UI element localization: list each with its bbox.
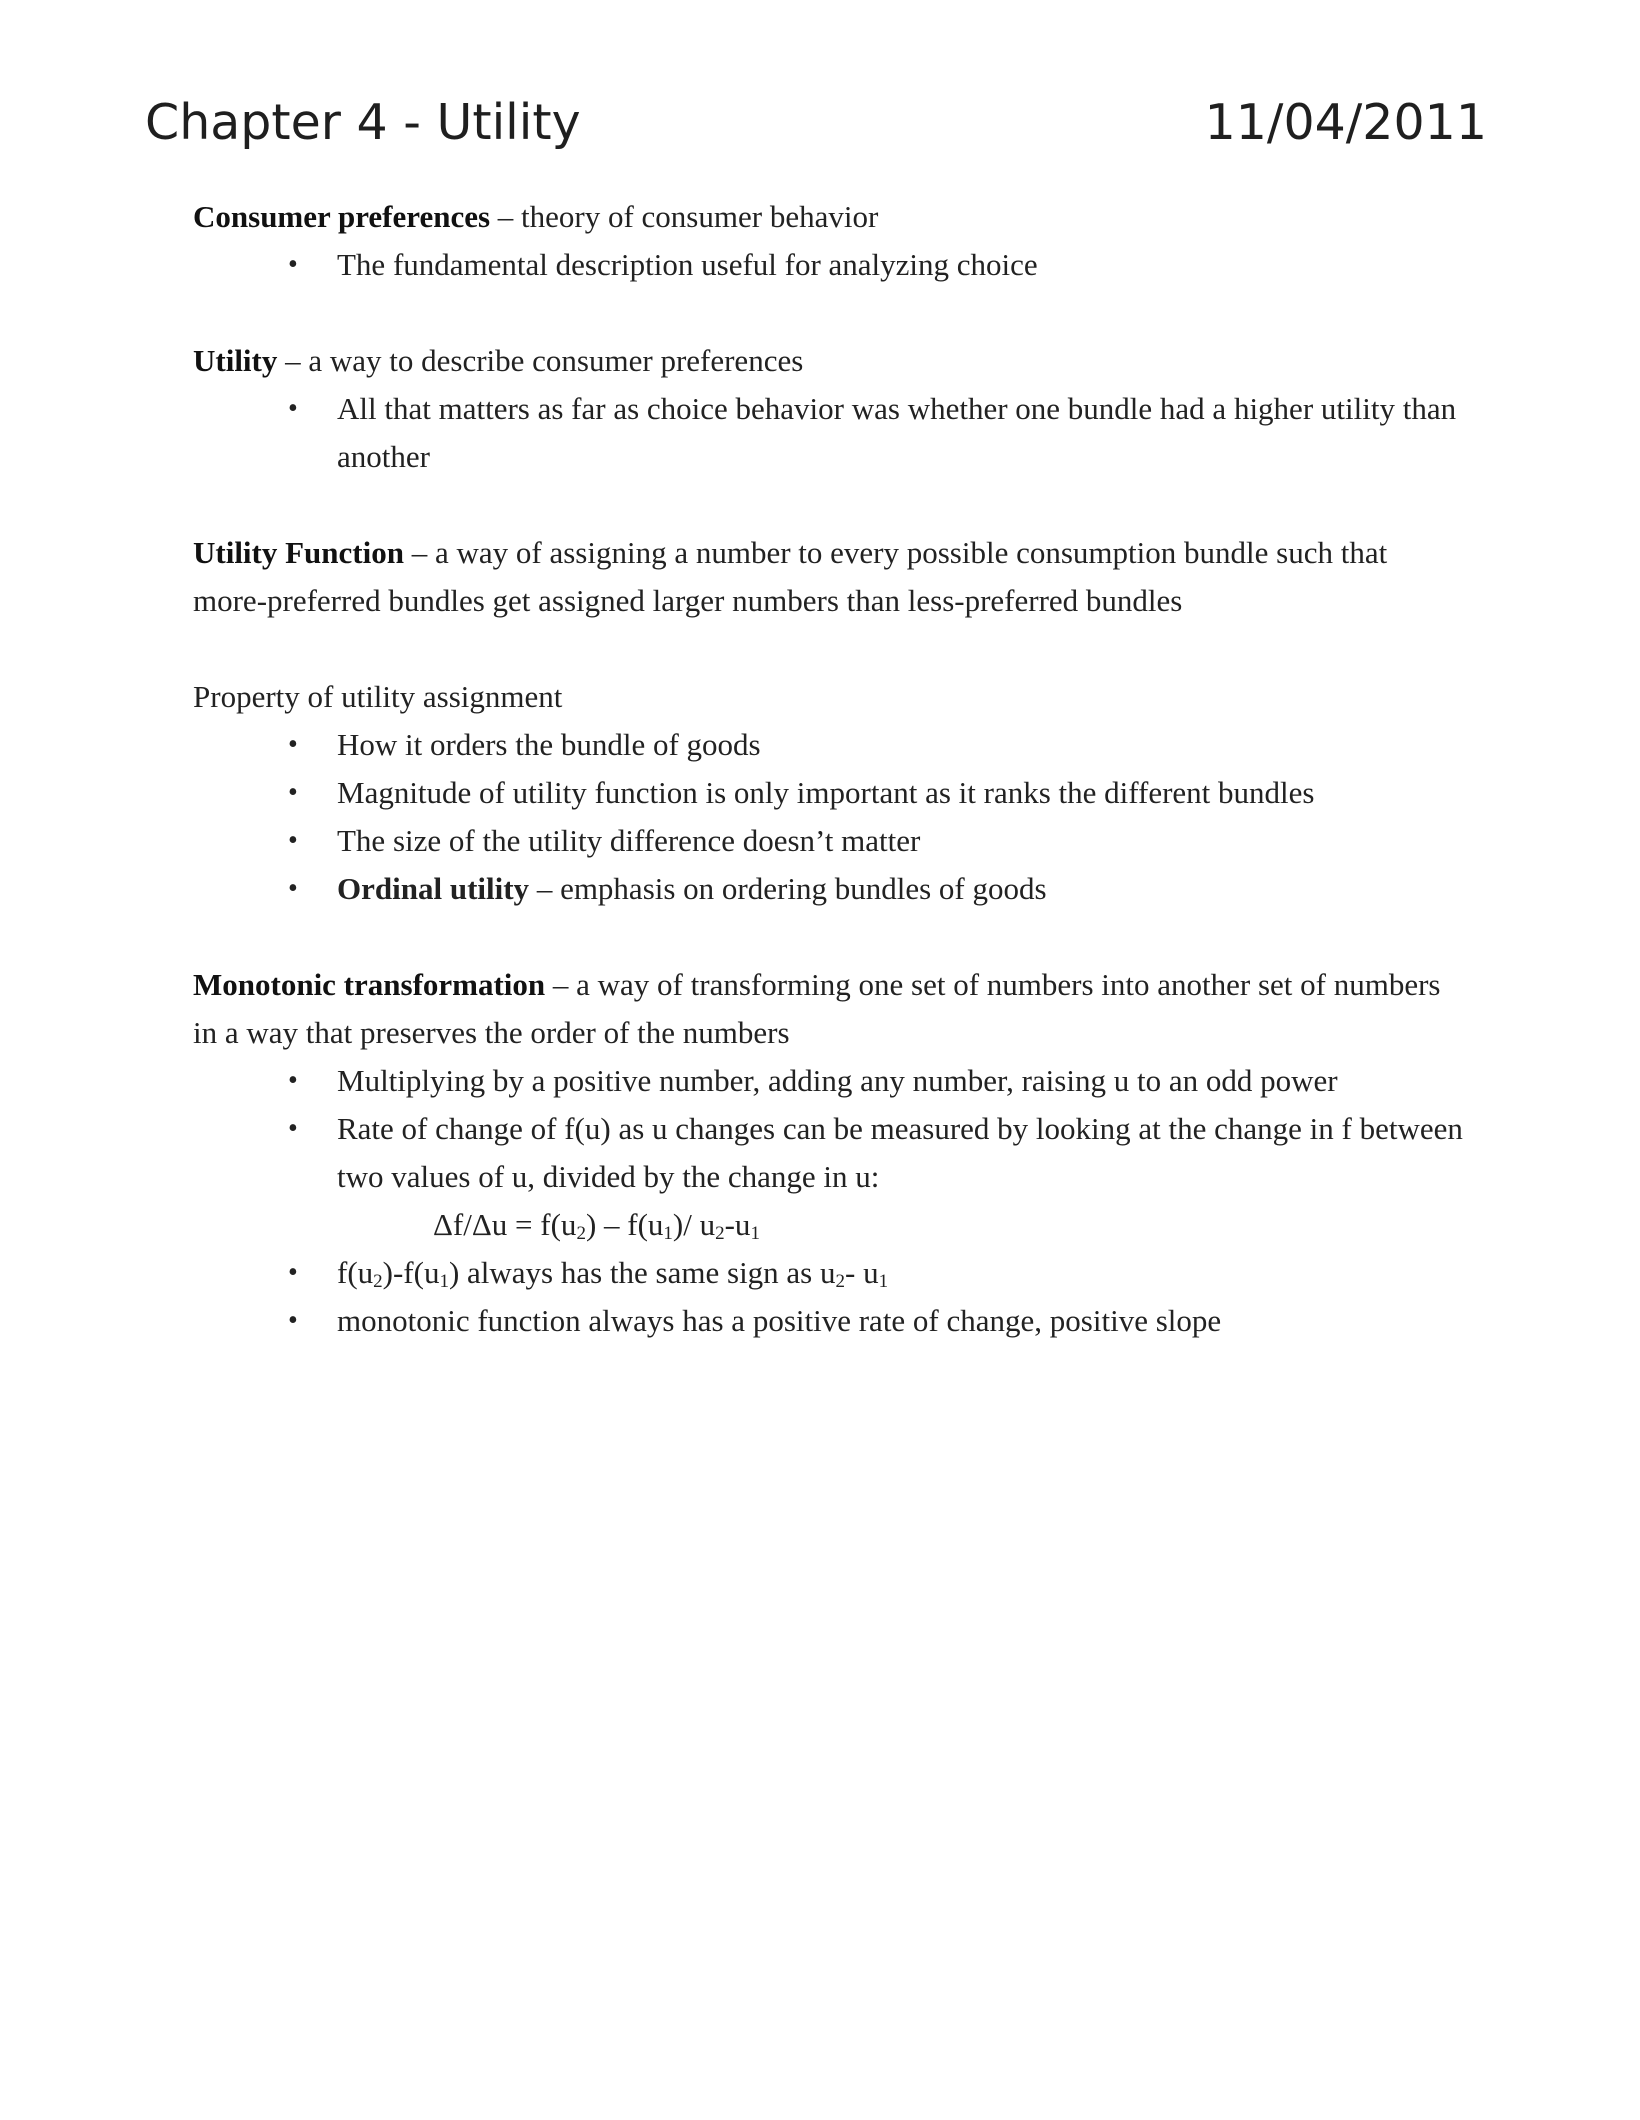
bullet-dot: • <box>288 1065 298 1096</box>
definition-text: – a way to describe consumer preferences <box>277 343 804 378</box>
subscript: 2 <box>835 1271 845 1292</box>
subscript: 1 <box>439 1271 449 1292</box>
bullet-text: All that matters as far as choice behavior was whether one bundle had a higher utility than another <box>337 391 1457 474</box>
bullet-dot: • <box>288 1113 298 1144</box>
utility-bullets <box>193 385 1463 481</box>
utility-definition <box>193 337 1463 385</box>
monotonic-bullets <box>193 1057 1463 1345</box>
bullet-dot: • <box>288 393 298 424</box>
list-item <box>193 1249 1463 1297</box>
term-ordinal-utility: Ordinal utility <box>337 871 530 906</box>
monotonic-definition <box>193 961 1463 1057</box>
consumer-preferences-definition <box>193 193 1463 241</box>
bullet-text: Magnitude of utility function is only important as it ranks the different bundles <box>337 775 1315 810</box>
bullet-text: f(u <box>337 1255 374 1290</box>
formula-part: ) – f(u <box>585 1207 664 1242</box>
bullet-dot: • <box>288 1257 298 1288</box>
list-item <box>193 721 1463 769</box>
bullet-dot: • <box>288 729 298 760</box>
bullet-text: The fundamental description useful for analyzing choice <box>337 247 1038 282</box>
consumer-preferences-bullets <box>193 241 1463 289</box>
formula-part: -u <box>724 1207 751 1242</box>
bullet-text: Rate of change of f(u) as u changes can be measured by looking at the change in f between two values of u, divided by the change in u: <box>337 1111 1463 1194</box>
subscript: 2 <box>576 1223 586 1244</box>
list-item <box>193 817 1463 865</box>
definition-text: – a way of assigning a number to every possible consumption bundle such that more-preferred bundles get assigned larger numbers than less-preferred bundles <box>193 535 1388 618</box>
page-header <box>145 92 1487 162</box>
formula-part: )/ u <box>672 1207 716 1242</box>
subscript: 1 <box>663 1223 673 1244</box>
property-heading: Property of utility assignment <box>193 679 563 714</box>
bullet-text: monotonic function always has a positive rate of change, positive slope <box>337 1303 1222 1338</box>
list-item <box>193 1105 1463 1249</box>
bullet-dot: • <box>288 825 298 856</box>
formula-part: Δf/Δu = f(u <box>433 1207 577 1242</box>
term-monotonic-transformation: Monotonic transformation <box>193 967 546 1002</box>
bullet-text: )-f(u <box>382 1255 440 1290</box>
term-consumer-preferences: Consumer preferences <box>193 199 491 234</box>
bullet-text: - u <box>845 1255 879 1290</box>
bullet-text: The size of the utility difference doesn’t matter <box>337 823 921 858</box>
list-item <box>193 1057 1463 1105</box>
list-item <box>193 1297 1463 1345</box>
term-utility-function: Utility Function <box>193 535 404 570</box>
bullet-dot: • <box>288 873 298 904</box>
list-item <box>193 385 1463 481</box>
page-title: Chapter 4 - Utility <box>145 94 581 151</box>
rate-of-change-formula <box>193 1201 1463 1249</box>
subscript: 1 <box>878 1271 889 1292</box>
subscript: 2 <box>715 1223 725 1244</box>
notes-body <box>193 193 1463 1345</box>
definition-text: – a way of transforming one set of numbers into another set of numbers in a way that preserves the order of the numbers <box>193 967 1441 1050</box>
utility-function-definition <box>193 529 1463 625</box>
list-item <box>193 769 1463 817</box>
page-date: 11/04/2011 <box>1204 94 1487 151</box>
definition-text: – theory of consumer behavior <box>490 199 879 234</box>
bullet-text: How it orders the bundle of goods <box>337 727 761 762</box>
property-bullets <box>193 721 1463 913</box>
bullet-dot: • <box>288 249 298 280</box>
bullet-text: – emphasis on ordering bundles of goods <box>529 871 1047 906</box>
bullet-dot: • <box>288 777 298 808</box>
subscript: 2 <box>373 1271 383 1292</box>
subscript: 1 <box>750 1223 760 1244</box>
bullet-text: ) always has the same sign as u <box>448 1255 836 1290</box>
bullet-text: Multiplying by a positive number, adding any number, raising u to an odd power <box>337 1063 1338 1098</box>
list-item <box>193 865 1463 913</box>
bullet-dot: • <box>288 1305 298 1336</box>
term-utility: Utility <box>193 343 278 378</box>
list-item <box>193 241 1463 289</box>
